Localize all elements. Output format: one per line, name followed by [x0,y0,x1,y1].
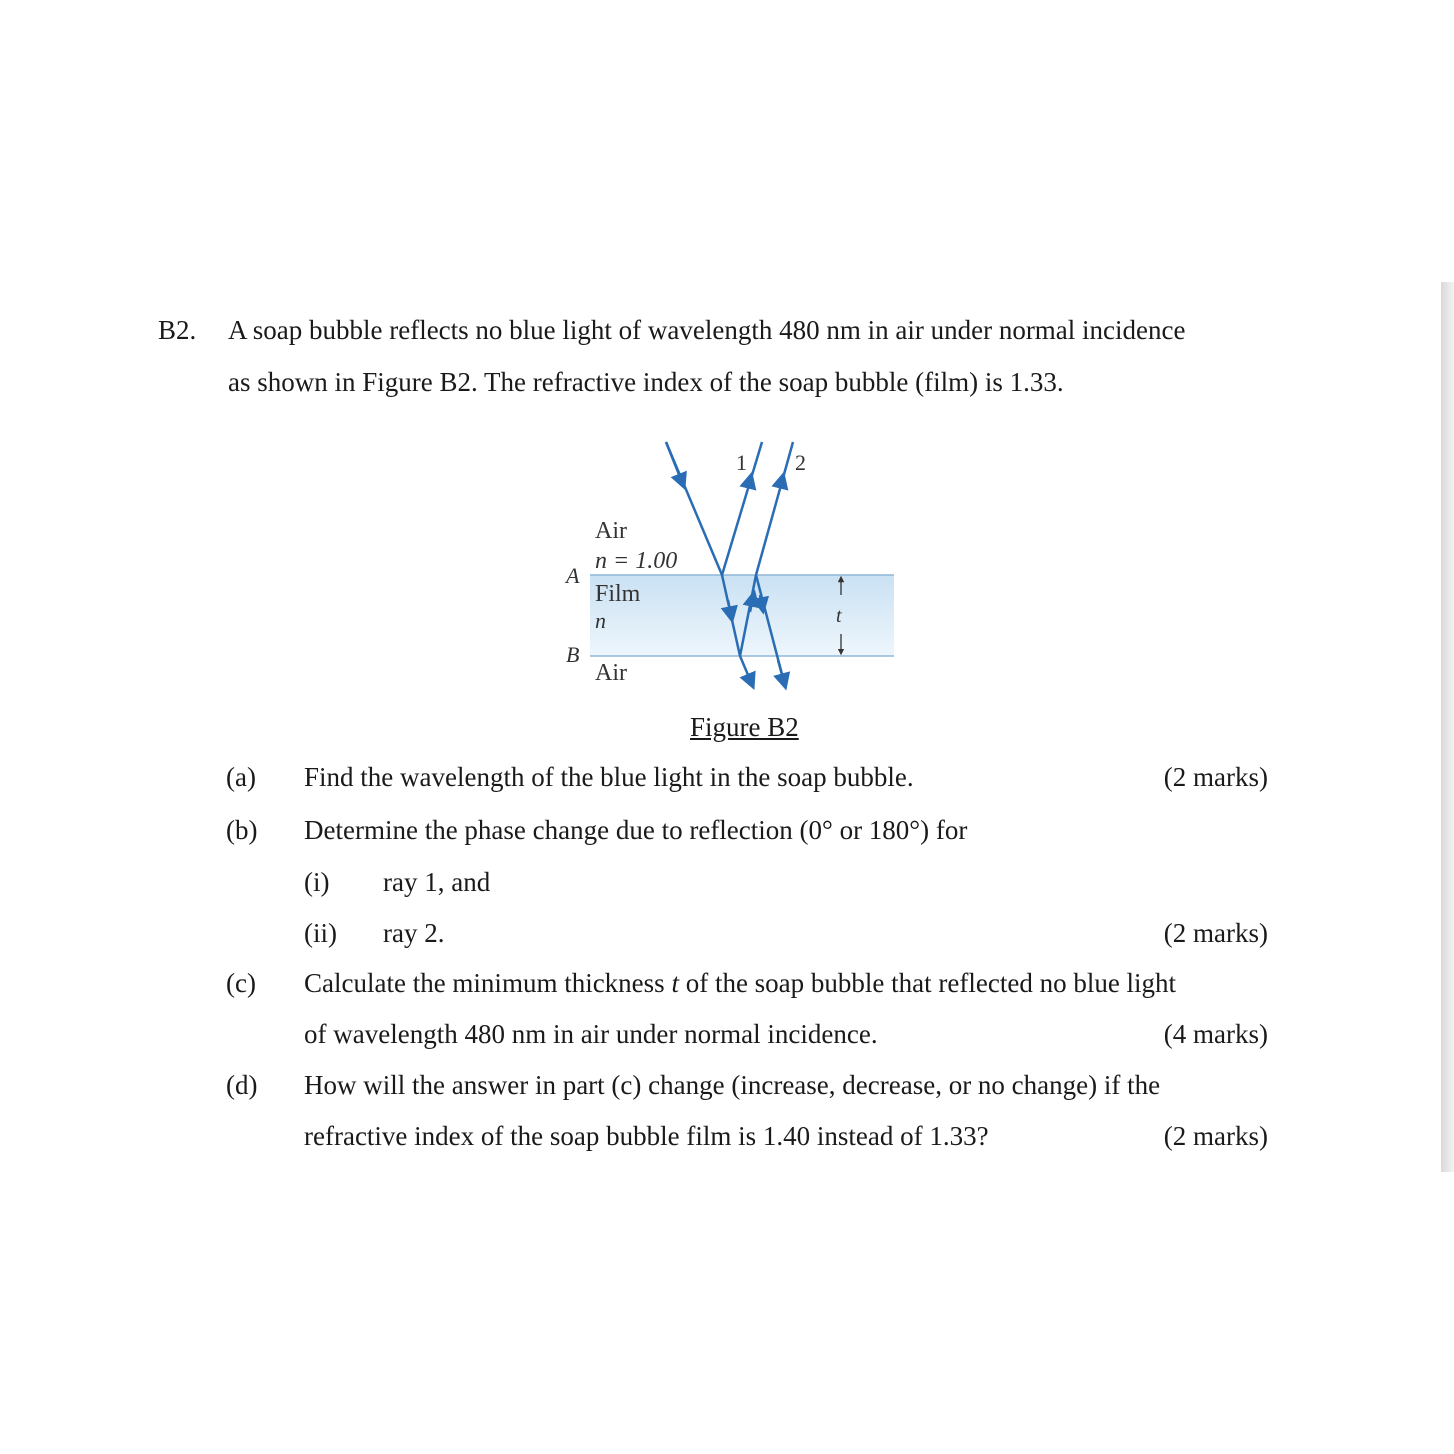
part-d-label: (d) [226,1070,258,1100]
ray-2-label: 2 [795,450,806,475]
transmitted-ray-2 [778,660,784,682]
question-number: B2. [158,315,197,345]
incident-ray-arrow [666,442,682,482]
part-b-label: (b) [226,815,258,845]
figure-b2-diagram [550,430,910,700]
ray-2 [756,442,793,575]
part-b-i-label: (i) [304,867,330,897]
part-c-marks: (4 marks) [1163,1019,1268,1049]
part-c-text-post: of the soap bubble that reflected no blue light [678,968,1177,998]
page-edge-shadow [1441,282,1454,1172]
part-d-text-line-2: refractive index of the soap bubble film is 1.40 instead of 1.33? [304,1121,989,1151]
point-b-label: B [566,642,580,667]
part-b-i-text: ray 1, and [383,867,491,897]
part-c-label: (c) [226,968,256,998]
air-top-label: Air [595,518,627,544]
part-a-text: Find the wavelength of the blue light in the soap bubble. [304,762,914,792]
part-a-marks: (2 marks) [1163,762,1268,792]
question-intro-line-1: A soap bubble reflects no blue light of wavelength 480 nm in air under normal incidence [228,315,1186,345]
part-c-thickness-var: t [671,968,679,998]
ray-1-label: 1 [736,450,747,475]
part-b-ii-label: (ii) [304,918,337,948]
part-c-text-line-1 [304,970,1176,997]
part-d-marks: (2 marks) [1163,1121,1268,1151]
film-label: Film [595,581,641,607]
part-d-text-line-1: How will the answer in part (c) change (increase, decrease, or no change) if the [304,1070,1161,1100]
point-a-label: A [566,563,580,588]
part-c-text-line-2: of wavelength 480 nm in air under normal incidence. [304,1019,878,1049]
figure-caption: Figure B2 [690,712,799,742]
part-b-marks: (2 marks) [1163,918,1268,948]
part-c-text-pre: Calculate the minimum thickness [304,968,672,998]
transmitted-ray-1 [740,656,751,682]
question-intro-line-2: as shown in Figure B2. The refractive index of the soap bubble (film) is 1.33. [228,367,1064,397]
part-b-text: Determine the phase change due to reflection (0° or 180°) for [304,815,968,845]
part-a-label: (a) [226,762,256,792]
thickness-label: t [836,605,842,627]
n-top-label: n = 1.00 [595,548,678,574]
part-b-ii-text: ray 2. [383,918,445,948]
n-film-label: n [595,608,606,633]
air-bottom-label: Air [595,660,627,686]
